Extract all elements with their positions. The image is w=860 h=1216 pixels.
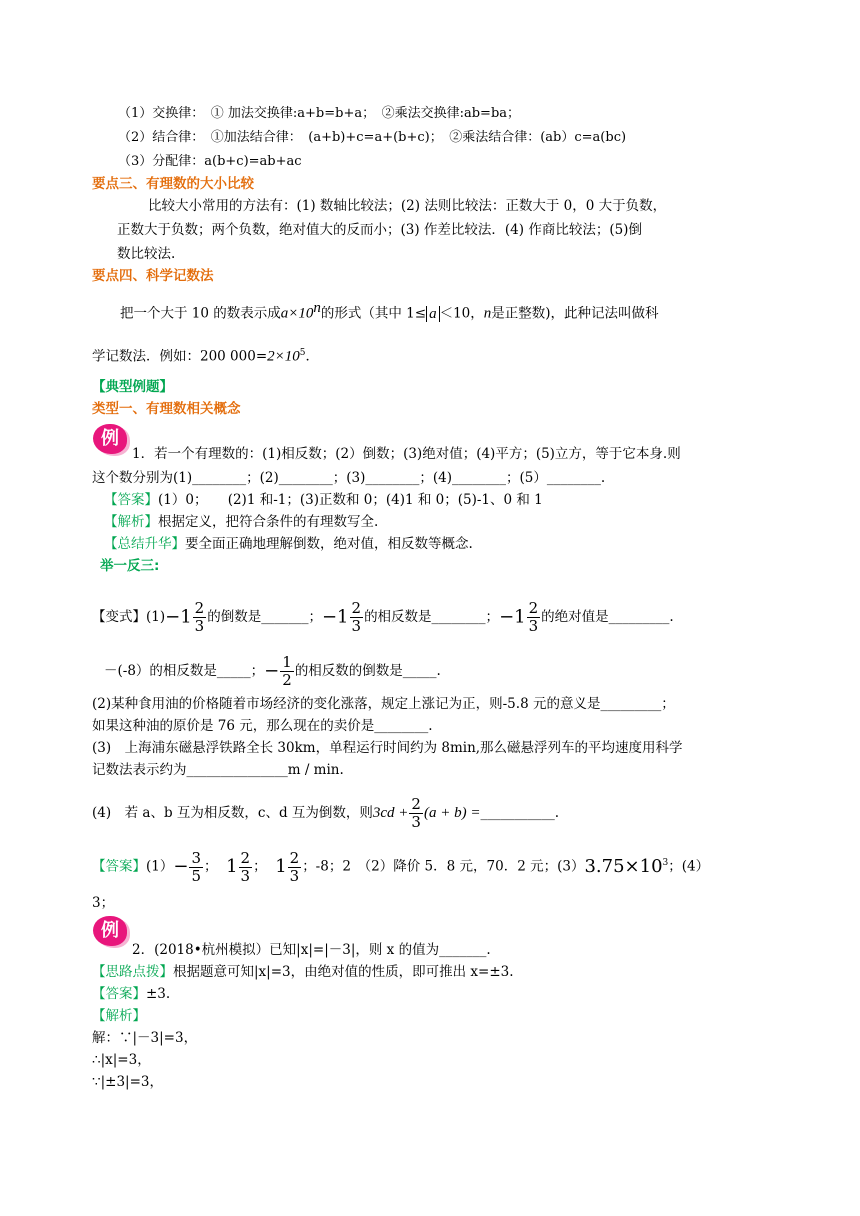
- variant-answer-line1: 【答案】(1）− $\frac{3}{5}$ ； 1 $\frac{2}{3}$ ； 1 $\frac{2}{3}$ ；-8；2 （2）降价 5．8 元，70．2 元；$(3)3.75\times 10^3$；(4）: [92, 848, 710, 885]
- section3-para-line3: 数比较法.: [117, 246, 176, 262]
- distributive-law: （3）分配律：a(b+c)=ab+ac: [118, 154, 302, 169]
- jyfs-heading: 举一反三:: [100, 558, 160, 574]
- example2-solution-line3: ∵|±3|=3，: [92, 1074, 163, 1090]
- example1-question-line2: 这个数分别为(1)________；(2)________；(3)________；(4)________；(5）________.: [92, 470, 606, 486]
- variant-line6: 记数法表示约为_______________m / min.: [92, 762, 344, 778]
- type1-heading: 类型一、有理数相关概念: [92, 401, 241, 417]
- example1-summary: 【总结升华】要全面正确地理解倒数，绝对值，相反数等概念.: [104, 536, 473, 552]
- variant-line4: 如果这种油的原价是 76 元，那么现在的卖价是________.: [92, 718, 433, 734]
- section3-para-line1: 比较大小常用的方法有：(1) 数轴比较法；(2) 法则比较法：正数大于 0，0 大于负数，: [148, 198, 667, 214]
- section3-heading: 要点三、有理数的大小比较: [92, 176, 254, 192]
- example2-solution-line1: 解：∵|－3|=3，: [92, 1030, 198, 1046]
- variant-label: 【变式】: [92, 609, 146, 625]
- example1-answer: 【答案】(1）0； (2)1 和-1；(3)正数和 0；(4)1 和 0；(5)-1、0 和 1: [104, 492, 543, 508]
- example2-idea: 【思路点拨】根据题意可知|x|=3，由绝对值的性质，即可推出 x=±3.: [92, 964, 514, 980]
- example1-question-line1: 1．若一个有理数的：(1)相反数；(2）倒数；(3)绝对值；(4)平方；(5)立方，等于它本身.则: [132, 446, 681, 462]
- variant-line2: －(-8）的相反数是_____；− $\frac{1}{2}$ 的相反数的倒数是_____.: [104, 653, 441, 689]
- typical-examples-heading: 【典型例题】: [92, 379, 173, 395]
- example-badge-1: 例: [93, 424, 127, 454]
- section4-heading: 要点四、科学记数法: [92, 268, 214, 284]
- example2-solution-line2: ∴|x|=3，: [92, 1052, 151, 1068]
- example1-analysis: 【解析】根据定义，把符合条件的有理数写全.: [104, 514, 379, 530]
- example2-question: 2．(2018•杭州模拟）已知|x|=|－3|，则 x 的值为_______.: [132, 942, 491, 958]
- commutative-law: （1）交换律： ① 加法交换律:a+b=b+a； ②乘法交换律:ab=ba；: [118, 106, 521, 121]
- example-badge-2: 例: [93, 916, 127, 946]
- sci-notation-para-line2: 学记数法．例如：200 $000=2\times 10^5$．: [92, 348, 319, 365]
- variant-line7: (4) 若 a、b 互为相反数，c、d 互为倒数，则3cd + $\frac{2}{3}$ (a + b) =___________.: [92, 795, 559, 831]
- associative-law: （2）结合律： ①加法结合律： (a+b)+c=a+(b+c)； ②乘法结合律：(ab）c=a(bc): [118, 130, 627, 145]
- section3-para-line2: 正数大于负数；两个负数，绝对值大的反而小；(3) 作差比较法．(4) 作商比较法；(5)倒: [117, 222, 642, 238]
- example2-analysis-label: 【解析】: [92, 1008, 146, 1024]
- sci-notation-para-line1: 把一个大于 10 的数表示成$a\times 10^n$的形式（其中 1≤ a ＜10，n是正整数)，此种记法叫做科: [120, 300, 659, 322]
- variant-answer-line2: 3；: [92, 895, 115, 911]
- example2-answer: 【答案】±3.: [92, 986, 171, 1002]
- variant-line3: (2)某种食用油的价格随着市场经济的变化涨落，规定上涨记为正，则-5.8 元的意义是_________；: [92, 696, 675, 712]
- variant-line5: (3) 上海浦东磁悬浮铁路全长 30km，单程运行时间约为 8min,那么磁悬浮列车的平均速度用科学: [92, 740, 683, 756]
- variant-line1: 【变式】(1)−1 $\frac{2}{3}$ 的倒数是_______；−1 $\frac{2}{3}$ 的相反数是________；−1 $\frac{2}{3}$ 的绝对值是_________.: [92, 599, 674, 635]
